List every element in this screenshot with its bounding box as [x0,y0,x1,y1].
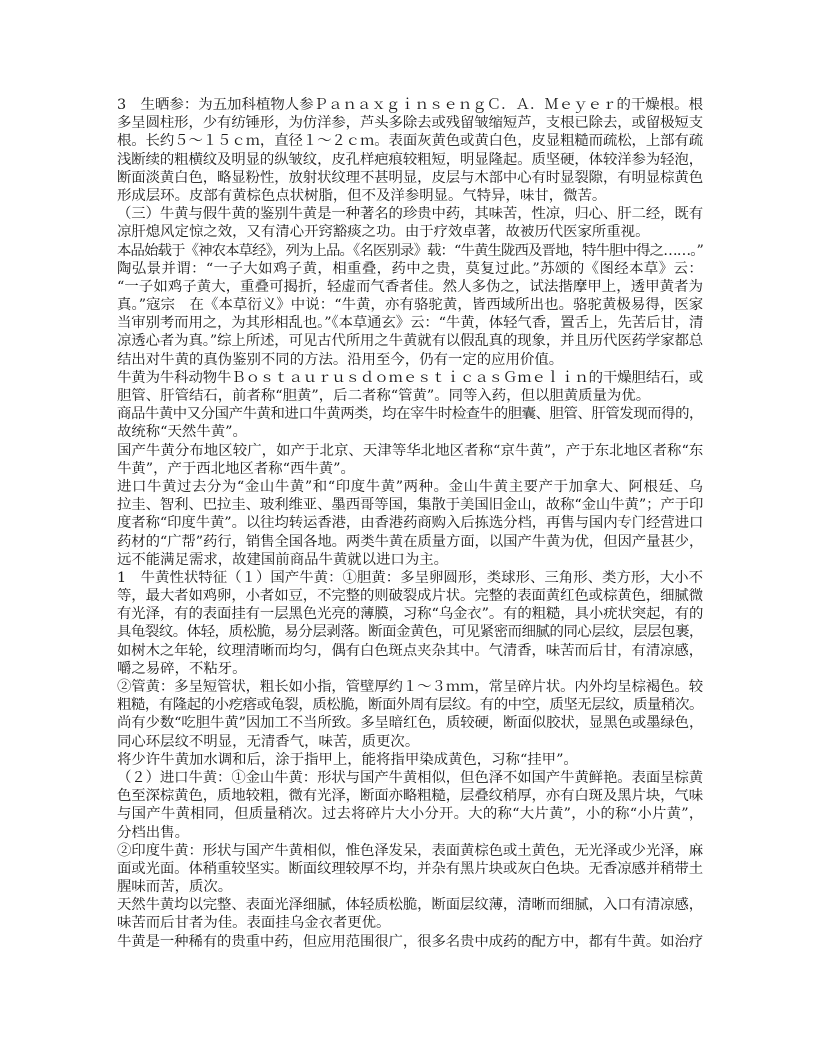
text-line: （２）进口牛黄：①金山牛黄：形状与国产牛黄相似，但色泽不如国产牛黄鲜艳。表面呈棕黄 [117,769,703,786]
text-line: 牛黄为牛科动物牛ＢｏｓｔａｕｒｕｓｄｏｍｅｓｔｉｃａｓＧｍｅｌｉｎ的干燥胆结石，或 [117,369,703,386]
text-line: 味苦而后甘者为佳。表面挂乌金衣者更优。 [117,915,391,932]
document-page [117,96,703,951]
text-line: 当审别考而用之，为其形相乱也。”《本草通玄》云：“牛黄，体轻气香，置舌上，先苦后甘，清 [117,315,704,332]
text-line: 本品始载于《神农本草经》，列为上品。《名医别录》载：“牛黄生陇西及晋地，特牛胆中得之……。” [117,242,703,259]
text-line: 真。”寇宗 在《本草衍义》中说：“牛黄，亦有骆驼黄，皆西域所出也。骆驼黄极易得，医家 [117,297,704,314]
text-line: 同心环层纹不明显，无清香气，味苦，质更次。 [117,733,420,750]
text-line: 凉肝熄风定惊之效，又有清心开窍豁痰之功。由于疗效卓著，故被历代医家所重视。 [117,224,650,241]
text-line: ②印度牛黄：形状与国产牛黄相似，惟色泽发呆，表面黄棕色或土黄色，无光泽或少光泽，麻 [117,842,703,859]
text-line: 牛黄”，产于西北地区者称“西牛黄”。 [117,460,355,477]
text-line: 度者称“印度牛黄”。以往均转运香港，由香港药商购入后拣选分档，再售与国内专门经营进口 [117,515,704,532]
text-line: 牛黄是一种稀有的贵重中药，但应用范围很广，很多名贵中成药的配方中，都有牛黄。如治疗 [117,933,703,950]
text-line: 拉圭、智利、巴拉圭、玻利维亚、墨西哥等国，集散于美国旧金山，故称“金山牛黄”；产于印 [117,497,704,514]
text-line: 凉透心者为真。”综上所述，可见古代所用之牛黄就有以假乱真的现象，并且历代医药学家都总 [117,333,704,350]
text-line: 色至深棕黄色，质地较粗，微有光泽，断面亦略粗糙，层叠纹稍厚，亦有白斑及黑片块，气味 [117,788,703,805]
text-line: 商品牛黄中又分国产牛黄和进口牛黄两类，均在宰牛时检查牛的胆囊、胆管、肝管发现而得的， [117,406,703,423]
text-line: （三）牛黄与假牛黄的鉴别牛黄是一种著名的珍贵中药，其味苦，性凉，归心、肝二经，既有 [117,206,703,223]
text-line: 浅断续的粗横纹及明显的纵皱纹，皮孔样疤痕较粗短，明显隆起。质坚硬，体较洋参为轻泡， [117,151,703,168]
text-line: 嚼之易碎，不粘牙。 [117,660,247,677]
text-line: 远不能满足需求，故建国前商品牛黄就以进口为主。 [117,551,448,568]
text-line: “一子如鸡子黄大，重叠可揭折，轻虚而气香者佳。然人多伪之，试法揩摩甲上，透甲黄者为 [117,278,704,295]
text-line: 粗糙，有隆起的小疙瘩或龟裂，质松脆，断面外周有层纹。有的中空，质坚无层纹，质量稍次。 [117,697,703,714]
text-line: 故统称“天然牛黄”。 [117,424,247,441]
text-line: 1 牛黄性状特征（１）国产牛黄：①胆黄：多呈卵圆形，类球形、三角形、类方形，大小不 [117,569,703,586]
text-line: 3 生晒参：为五加科植物人参ＰａｎａｘｇｉｎｓｅｎｇＣ．Ａ．Ｍｅｙｅｒ的干燥根。根 [117,97,703,113]
text-line: 胆管、肝管结石，前者称“胆黄”，后二者称“管黄”。同等入药，但以胆黄质量为优。 [117,388,651,404]
text-line: 天然牛黄均以完整、表面光泽细腻，体轻质松脆，断面层纹薄，清晰而细腻，入口有清凉感， [117,897,703,914]
text-line: 形成层环。皮部有黄棕色点状树脂，但不及洋参明显。气特异，味甘，微苦。 [117,187,607,204]
text-line: 根。长约５～１５ｃｍ，直径１～２ｃｍ。表面灰黄色或黄白色，皮显粗糙而疏松，上部有疏 [117,133,703,150]
text-line: 腥味而苦，质次。 [117,879,233,896]
text-line: 将少许牛黄加水调和后，涂于指甲上，能将指甲染成黄色，习称“挂甲”。 [117,751,578,768]
text-line: ②管黄：多呈短管状，粗长如小指，管壁厚约１～３ｍｍ，常呈碎片状。内外均呈棕褐色。较 [117,679,703,695]
text-line: 面或光面。体稍重较坚实。断面纹理较厚不均，并杂有黑片块或灰白色块。无香凉感并稍带土 [117,860,703,877]
text-line: 与国产牛黄相同，但质量稍次。过去将碎片大小分开。大的称“大片黄”，小的称“小片黄”， [117,806,704,823]
text-line: 尚有少数“吃胆牛黄”因加工不当所致。多呈暗红色，质较硬，断面似胶状，显黑色或墨绿色， [117,715,704,732]
text-line: 断面淡黄白色，略显粉性，放射状纹理不甚明显，皮层与木部中心有时显裂隙，有明显棕黄色 [117,169,703,186]
text-line: 药材的“广帮”药行，销售全国各地。两类牛黄在质量方面，以国产牛黄为优，但因产量甚少， [117,533,704,550]
text-line: 结出对牛黄的真伪鉴别不同的方法。沿用至今，仍有一定的应用价值。 [117,351,564,368]
text-line: 等，最大者如鸡卵，小者如豆，不完整的则破裂成片状。完整的表面黄红色或棕黄色，细腻微 [117,588,703,605]
text-line: 陶弘景并谓：“一子大如鸡子黄，相重叠，药中之贵，莫复过此。”苏颂的《图经本草》云： [117,260,704,277]
text-line: 进口牛黄过去分为“金山牛黄”和“印度牛黄”两种。金山牛黄主要产于加拿大、阿根廷、乌 [117,478,704,495]
text-line: 如树木之年轮，纹理清晰而均匀，偶有白色斑点夹杂其中。气清香，味苦而后甘，有清凉感， [117,642,703,659]
text-line: 具龟裂纹。体轻，质松脆，易分层剥落。断面金黄色，可见紧密而细腻的同心层纹，层层包裹， [117,624,703,641]
text-line: 多呈圆柱形，少有纺锤形，为仿洋参，芦头多除去或残留皱缩短芦，支根已除去，或留极短支 [117,115,703,132]
text-line: 国产牛黄分布地区较广，如产于北京、天津等华北地区者称“京牛黄”，产于东北地区者称“东 [117,442,704,459]
text-line: 分档出售。 [117,824,189,841]
text-line: 有光泽，有的表面挂有一层黑色光亮的薄膜，习称“乌金衣”。有的粗糙，具小疣状突起，有的 [117,606,704,623]
